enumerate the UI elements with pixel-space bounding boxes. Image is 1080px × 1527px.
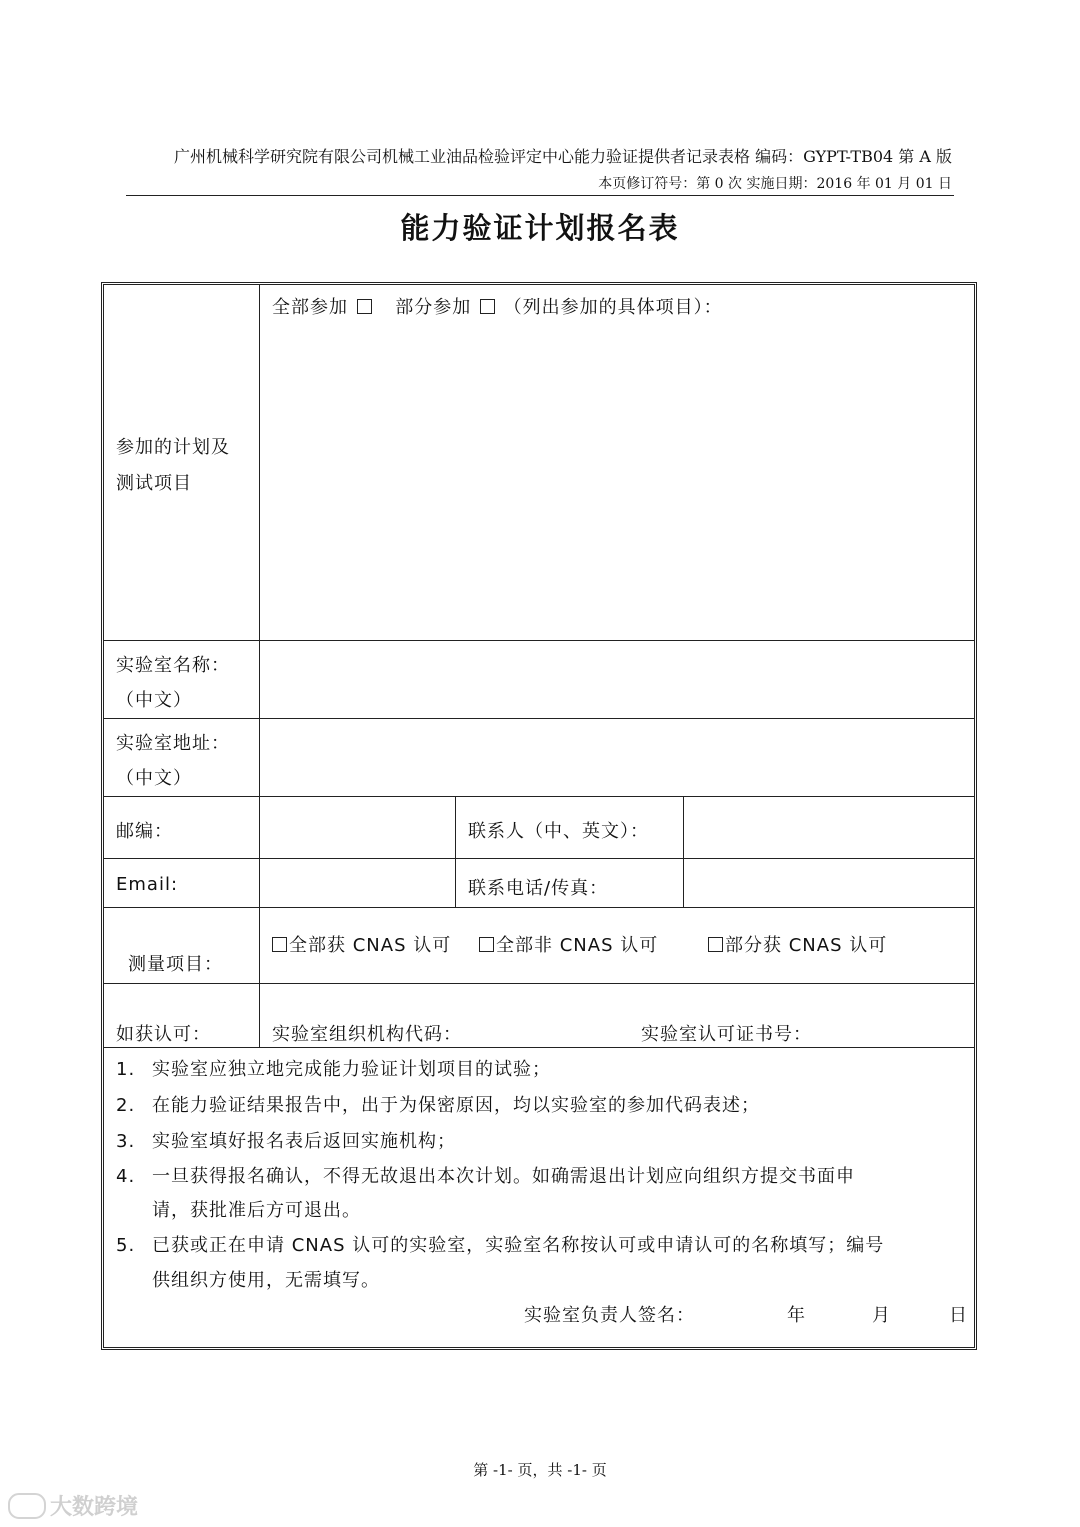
lab-name-label: 实验室名称： — [116, 655, 230, 676]
plan-label-line2: 测试项目 — [116, 473, 192, 494]
header-revision-line: 本页修订符号：第 0 次 实施日期：2016 年 01 月 01 日 — [598, 176, 952, 192]
option-all-cnas-checkbox[interactable] — [272, 937, 287, 952]
row-divider — [104, 983, 974, 984]
note-text: 一旦获得报名确认，不得无故退出本次计划。如确需退出计划应向组织方提交书面申 — [152, 1166, 855, 1187]
note-item — [116, 1127, 456, 1153]
note-item-continued — [116, 1196, 361, 1222]
note-text: 请，获批准后方可退出。 — [152, 1200, 361, 1221]
contact-field[interactable] — [684, 797, 974, 858]
note-number: 5. — [116, 1235, 136, 1256]
phone-field[interactable] — [684, 859, 974, 907]
lab-name-sub: （中文） — [116, 690, 192, 711]
row-divider — [104, 907, 974, 908]
email-field[interactable] — [260, 859, 454, 907]
note-number: 3. — [116, 1131, 136, 1152]
cert-no-label: 实验室认可证书号： — [641, 1024, 812, 1045]
option-partial-cnas-checkbox[interactable] — [708, 937, 723, 952]
participate-partial-checkbox[interactable] — [480, 299, 495, 314]
lab-address-sub: （中文） — [116, 768, 192, 789]
signature-label: 实验室负责人签名： — [524, 1305, 695, 1326]
form-title: 能力验证计划报名表 — [400, 211, 680, 245]
option-all-cnas[interactable] — [272, 931, 451, 957]
accredited-label: 如获认可： — [116, 1024, 211, 1045]
col-divider — [455, 796, 456, 907]
registration-form — [101, 282, 977, 1350]
plan-items-field[interactable] — [260, 325, 974, 639]
note-number: 2. — [116, 1095, 136, 1116]
note-text: 实验室应独立地完成能力验证计划项目的试验； — [152, 1059, 551, 1080]
postcode-label: 邮编： — [116, 821, 173, 842]
signature-day: 日 — [949, 1305, 968, 1326]
note-text: 供组织方使用，无需填写。 — [152, 1270, 380, 1291]
option-none-cnas-checkbox[interactable] — [479, 937, 494, 952]
watermark-logo-icon — [8, 1493, 46, 1519]
page-footer: 第 -1- 页，共 -1- 页 — [473, 1461, 607, 1479]
lab-address-field[interactable] — [260, 719, 974, 796]
participate-all-label: 全部参加 — [272, 297, 348, 318]
note-number: 4. — [116, 1166, 136, 1187]
signature-month: 月 — [872, 1305, 891, 1326]
note-text: 实验室填好报名表后返回实施机构； — [152, 1131, 456, 1152]
email-label: Email: — [116, 874, 179, 895]
option-partial-cnas[interactable] — [708, 931, 887, 957]
note-text: 在能力验证结果报告中，出于为保密原因，均以实验室的参加代码表述； — [152, 1095, 760, 1116]
watermark — [8, 1490, 138, 1521]
header-divider — [126, 195, 954, 196]
measure-label: 测量项目： — [128, 954, 223, 975]
note-item-continued — [116, 1266, 380, 1292]
option-none-cnas[interactable] — [479, 931, 658, 957]
contact-label: 联系人（中、英文）： — [468, 821, 649, 842]
note-text: 已获或正在申请 CNAS 认可的实验室，实验室名称按认可或申请认可的名称填写；编号 — [152, 1235, 885, 1256]
option-partial-cnas-label: 部分获 CNAS 认可 — [725, 935, 888, 956]
lab-name-field[interactable] — [260, 641, 974, 718]
participate-partial-label: 部分参加 — [395, 297, 472, 318]
phone-label: 联系电话/传真： — [468, 878, 609, 899]
postcode-field[interactable] — [260, 797, 454, 858]
plan-label-line1: 参加的计划及 — [116, 437, 230, 458]
watermark-text: 大数跨境 — [50, 1495, 139, 1520]
option-all-cnas-label: 全部获 CNAS 认可 — [289, 935, 452, 956]
lab-address-label: 实验室地址： — [116, 733, 230, 754]
note-item — [116, 1162, 855, 1188]
participate-all-checkbox[interactable] — [357, 299, 372, 314]
header-org-line: 广州机械科学研究院有限公司机械工业油品检验评定中心能力验证提供者记录表格 编码：GYPT-TB04 第 A 版 — [174, 147, 952, 166]
row-divider — [104, 1047, 974, 1048]
note-item — [116, 1231, 884, 1257]
note-item — [116, 1091, 760, 1117]
org-code-label: 实验室组织机构代码： — [272, 1024, 462, 1045]
note-item — [116, 1055, 551, 1081]
participate-note: （列出参加的具体项目）： — [503, 297, 723, 318]
option-none-cnas-label: 全部非 CNAS 认可 — [496, 935, 659, 956]
note-number: 1. — [116, 1059, 136, 1080]
participation-options — [272, 293, 723, 319]
signature-year: 年 — [787, 1305, 806, 1326]
